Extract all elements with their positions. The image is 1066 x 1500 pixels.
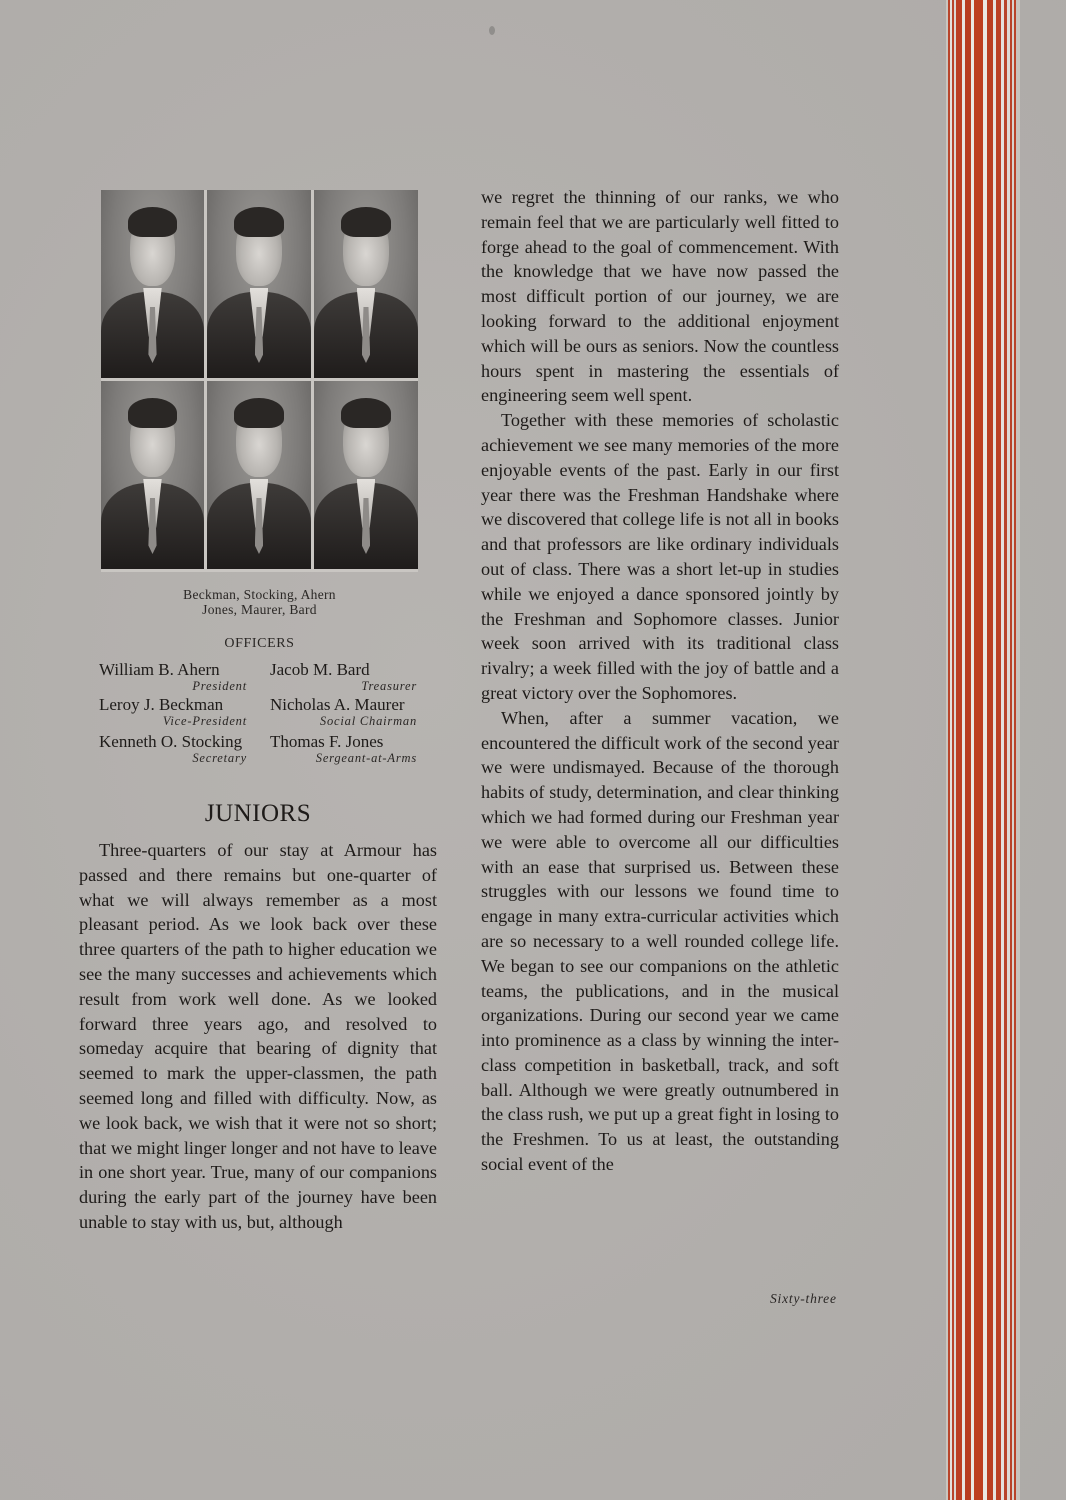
page-number: Sixty-three [770,1291,837,1306]
officer-name: Kenneth O. Stocking [99,732,243,751]
officer-entry [270,660,417,693]
officer-name: William B. Ahern [99,660,220,679]
officer-name: Jacob M. Bard [270,660,370,679]
officer-entry [99,732,247,765]
officer-name: Thomas F. Jones [270,732,384,751]
photo-caption-line-1: Beckman, Stocking, Ahern [183,587,336,602]
photo-caption-line-2: Jones, Maurer, Bard [202,602,317,617]
officer-portrait-grid [101,190,418,572]
portrait-hair [234,207,284,237]
officer-entry [99,695,247,728]
portrait-bard [314,381,418,569]
officer-role: Secretary [192,751,247,765]
portrait-beckman [101,190,204,378]
officer-role: Treasurer [361,679,417,693]
officer-role: President [192,679,247,693]
portrait-stocking [207,190,311,378]
portrait-jones [101,381,204,569]
portrait-maurer [207,381,311,569]
portrait-hair [341,398,391,428]
body-paragraph: we regret the thinning of our ranks, we who remain feel that we are particularly well fitted to forge ahead to the goal of commencement. With the knowledge that we have now passed the most difficult portion of our journey, we are looking forward to the additional enjoyment which will be ours as seniors. Now the countless hours spent in mastering the essentials of engineering seem well spent. [481,187,839,406]
body-paragraph: When, after a summer vacation, we encountered the difficult work of the second year we were undismayed. Because of the thorough habits of study, determination, and clear thinking which we had formed during our Freshman year we were able to overcome all our difficulties with an ease that surprised us. Between these struggles with our lessons we found time to engage in many extra-curricular activities which are so necessary to a well rounded college life. We began to see our companions on the athletic teams, the publications, and in the musical organizations. During our second year we came into prominence as a class by winning the inter-class competition in basketball, track, and soft ball. Although we were greatly outnumbered in the class rush, we put up a great fight in losing to the Freshmen. To us at least, the outstanding social event of the [481,707,839,1175]
officer-role: Sergeant-at-Arms [315,751,417,765]
portrait-hair [234,398,284,428]
portrait-hair [128,207,177,237]
officer-role: Social Chairman [319,714,417,728]
body-paragraph: Together with these memories of scholastic achievement we see many memories of the more enjoyable events of the past. Early in our first year there was the Freshman Handshake where we discovered that college life is not all in books and that professors are like ordinary individuals out of class. There was a short let-up in studies while we enjoyed a dance sponsored jointly by the Freshman and Sophomore classes. Junior week soon arrived with its traditional class rivalry; a week filled with the joy of battle and a great victory over the Sophomores. [481,410,839,703]
officers-heading: OFFICERS [224,636,295,651]
officer-entry [270,695,417,728]
portrait-ahern [314,190,418,378]
body-paragraph: Three-quarters of our stay at Armour has passed and there remains but one-quarter of what we will always remember as a most pleasant period. As we look back over these three quarters of the path to higher education we see the many successes and achievements which result from work well done. As we looked forward three years ago, and resolved to someday acquire that bearing of dignity that seemed to mark the upper-classmen, the path seemed long and filled with difficulty. Now, as we look back, we wish that it were not so short; that we might linger longer and not have to leave in one short year. True, many of our companions during the early part of the journey have been unable to stay with us, but, although [79,840,437,1232]
officer-name: Nicholas A. Maurer [270,695,405,714]
decorative-stripe-band [946,0,1020,1500]
portrait-hair [128,398,177,428]
officer-name: Leroy J. Beckman [99,695,224,714]
portrait-hair [341,207,391,237]
officer-entry [99,660,247,693]
paper-speck [489,26,495,35]
officer-entry [270,732,417,765]
body-column-left [79,838,437,1235]
officer-role: Vice-President [162,714,247,728]
section-title: JUNIORS [204,800,312,827]
body-column-right [481,185,839,1177]
